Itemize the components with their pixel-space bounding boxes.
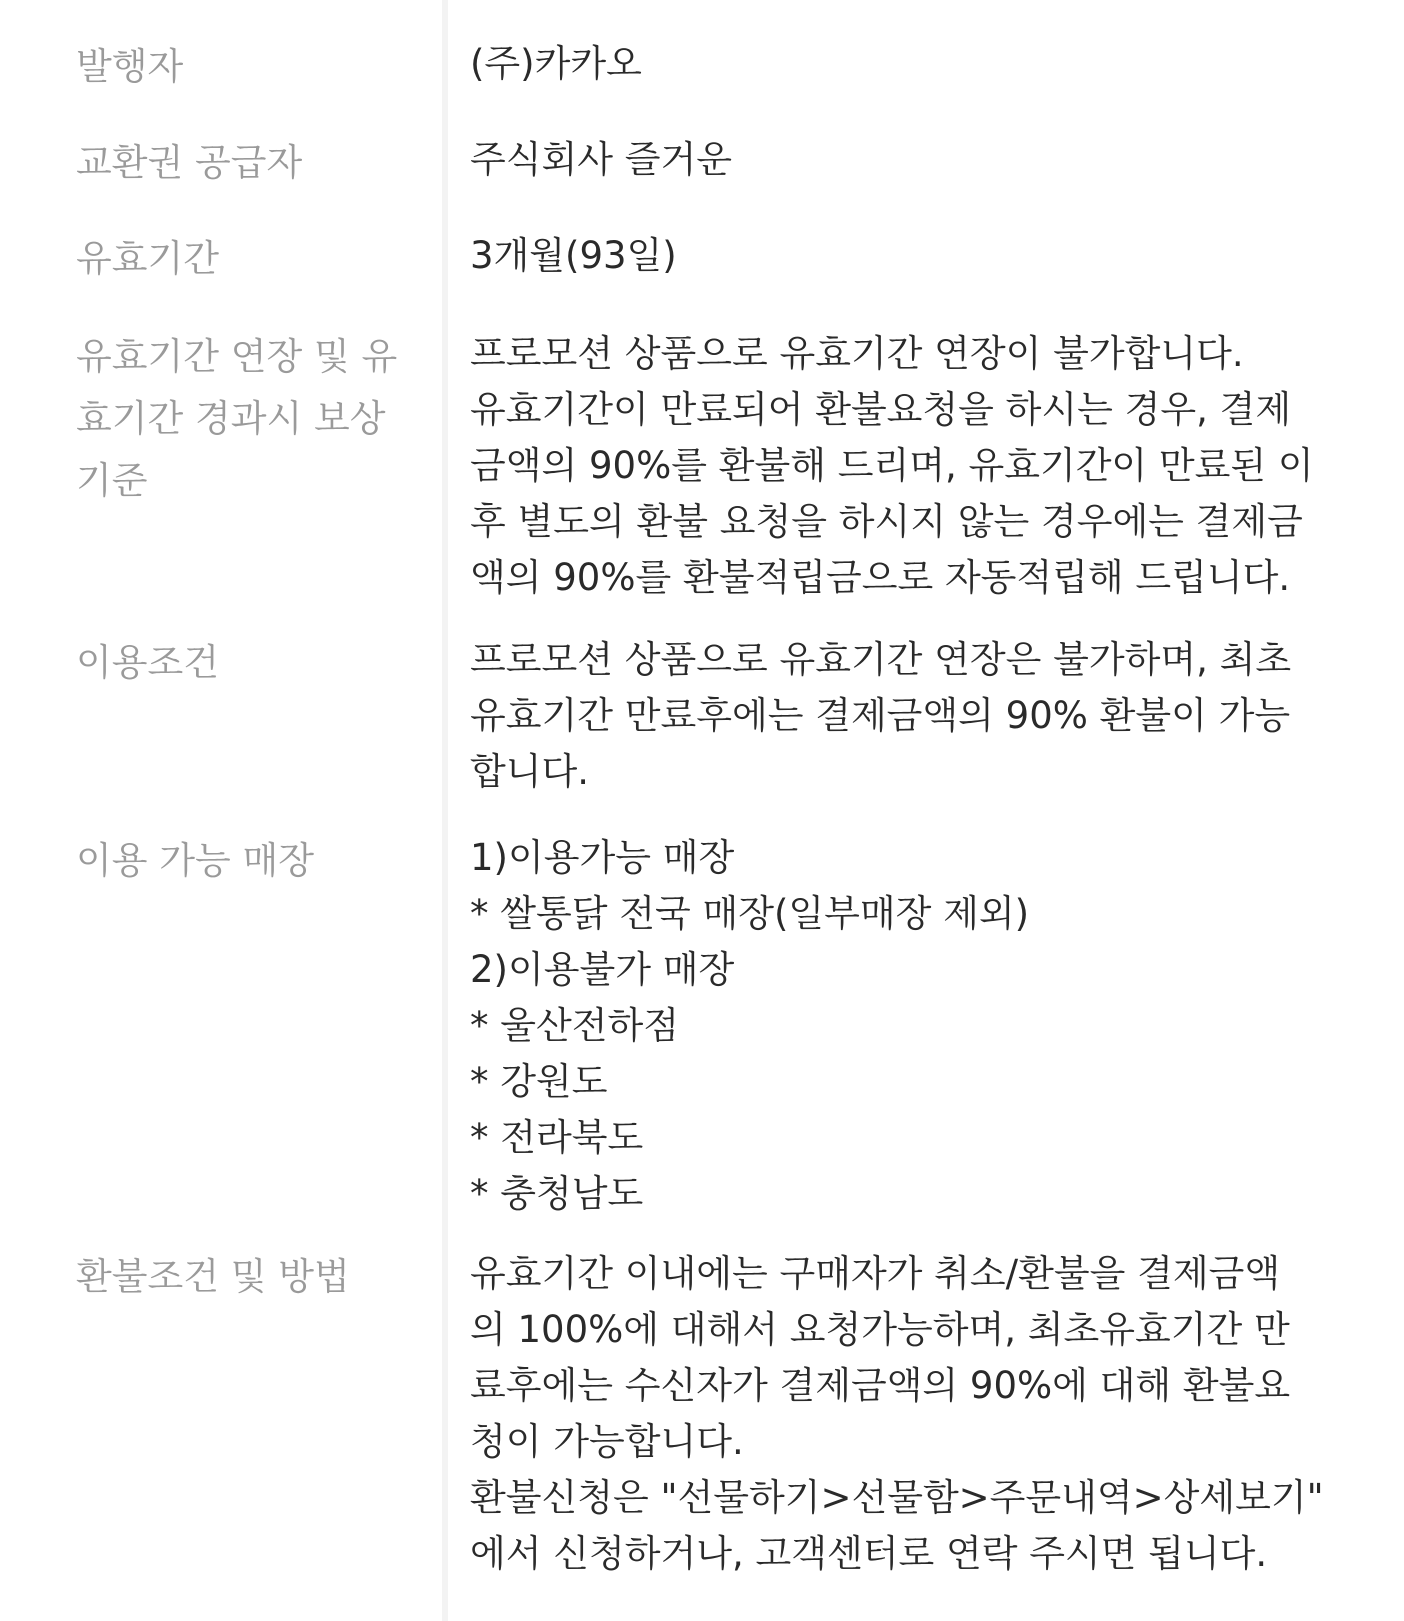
info-row-supplier bbox=[0, 132, 1390, 194]
row-value: 1)이용가능 매장 * 쌀통닭 전국 매장(일부매장 제외) 2)이용불가 매장 * 울산전하점 * 강원도 * 전라북도 * 충청남도 bbox=[470, 836, 1030, 1215]
row-value: 프로모션 상품으로 유효기간 연장이 불가합니다. 유효기간이 만료되어 환불요청을 하시는 경우, 결제 금액의 90%를 환불해 드리며, 유효기간이 만료된 이 후 별도의 환불 요청을 하시지 않는 경우에는 결제금 액의 90%를 환불적립금으로 자동적립해 드립니다. bbox=[470, 332, 1314, 599]
row-value: 프로모션 상품으로 유효기간 연장은 불가하며, 최초 유효기간 만료후에는 결제금액의 90% 환불이 가능 합니다. bbox=[470, 638, 1292, 793]
row-label: 이용 가능 매장 bbox=[76, 839, 314, 882]
info-row-validity bbox=[0, 228, 1390, 290]
info-row-usage-terms bbox=[0, 632, 1390, 800]
row-value: 유효기간 이내에는 구매자가 취소/환불을 결제금액 의 100%에 대해서 요청가능하며, 최초유효기간 만 료후에는 수신자가 결제금액의 90%에 대해 환불요 청이 가능합니다. 환불신청은 "선물하기>선물함>주문내역>상세보기" 에서 신청하거나, 고객센터로 연락 주시면 됩니다. bbox=[470, 1252, 1324, 1575]
row-label: 이용조건 bbox=[76, 641, 219, 684]
info-row-extension-policy bbox=[0, 326, 1390, 606]
row-value: (주)카카오 bbox=[470, 42, 642, 85]
row-label: 발행자 bbox=[76, 45, 184, 88]
row-value: 주식회사 즐거운 bbox=[470, 138, 732, 181]
row-label: 환불조건 및 방법 bbox=[76, 1255, 350, 1298]
row-label: 유효기간 bbox=[76, 237, 219, 280]
row-label: 교환권 공급자 bbox=[76, 141, 303, 184]
info-row-refund-policy bbox=[0, 1246, 1390, 1582]
info-row-available-stores bbox=[0, 830, 1390, 1222]
row-value: 3개월(93일) bbox=[470, 234, 677, 277]
info-row-issuer bbox=[0, 36, 1390, 98]
row-label: 유효기간 연장 및 유 효기간 경과시 보상 기준 bbox=[76, 335, 398, 502]
